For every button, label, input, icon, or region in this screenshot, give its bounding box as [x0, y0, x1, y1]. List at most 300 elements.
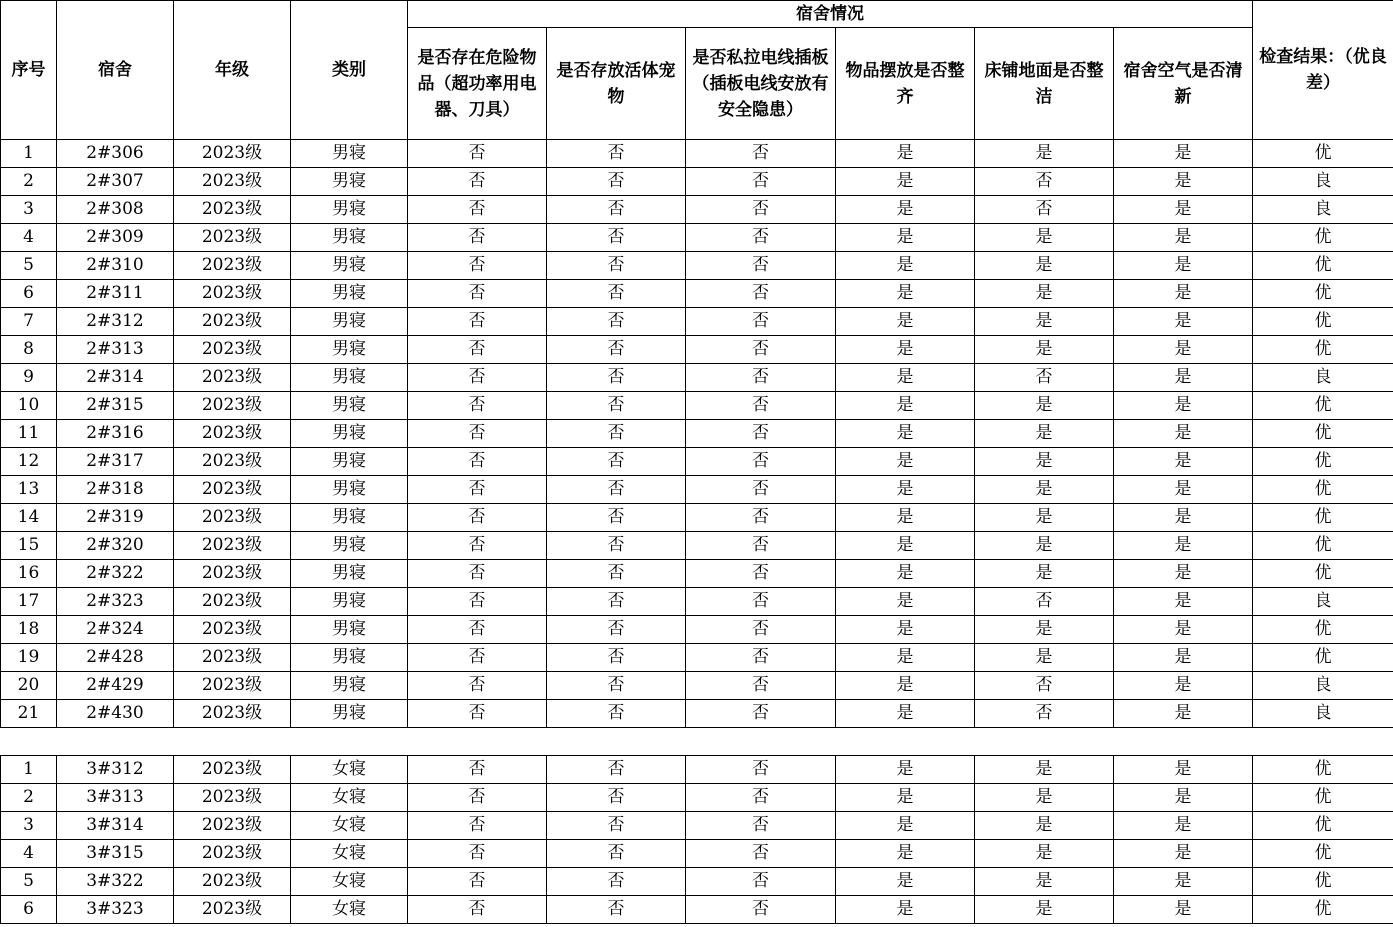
cell-wires: 否 [686, 308, 836, 336]
cell-grade: 2023级 [174, 672, 291, 700]
cell-type: 男寝 [291, 672, 408, 700]
cell-dorm: 2#308 [57, 196, 174, 224]
cell-type: 男寝 [291, 560, 408, 588]
cell-grade: 2023级 [174, 448, 291, 476]
cell-tidy: 是 [836, 420, 975, 448]
cell-wires: 否 [686, 196, 836, 224]
cell-clean: 是 [975, 336, 1114, 364]
cell-wires: 否 [686, 560, 836, 588]
cell-grade: 2023级 [174, 308, 291, 336]
cell-danger: 否 [408, 364, 547, 392]
cell-air: 是 [1114, 420, 1253, 448]
table-row [1, 560, 1393, 588]
cell-dorm: 3#313 [57, 784, 174, 812]
cell-tidy: 是 [836, 616, 975, 644]
cell-type: 男寝 [291, 224, 408, 252]
cell-type: 女寝 [291, 784, 408, 812]
cell-clean: 是 [975, 504, 1114, 532]
cell-seq: 6 [1, 896, 57, 924]
cell-dorm: 2#315 [57, 392, 174, 420]
header-seq: 序号 [1, 1, 57, 140]
cell-wires: 否 [686, 868, 836, 896]
cell-danger: 否 [408, 140, 547, 168]
cell-air: 是 [1114, 812, 1253, 840]
cell-danger: 否 [408, 504, 547, 532]
cell-pets: 否 [547, 196, 686, 224]
cell-wires: 否 [686, 784, 836, 812]
cell-wires: 否 [686, 896, 836, 924]
cell-seq: 10 [1, 392, 57, 420]
table-row [1, 812, 1393, 840]
cell-air: 是 [1114, 196, 1253, 224]
cell-grade: 2023级 [174, 896, 291, 924]
cell-pets: 否 [547, 476, 686, 504]
table-row [1, 784, 1393, 812]
cell-grade: 2023级 [174, 224, 291, 252]
cell-tidy: 是 [836, 840, 975, 868]
cell-seq: 3 [1, 196, 57, 224]
cell-tidy: 是 [836, 168, 975, 196]
cell-air: 是 [1114, 700, 1253, 728]
cell-clean: 是 [975, 476, 1114, 504]
cell-seq: 8 [1, 336, 57, 364]
cell-grade: 2023级 [174, 280, 291, 308]
cell-air: 是 [1114, 448, 1253, 476]
cell-type: 男寝 [291, 532, 408, 560]
cell-tidy: 是 [836, 448, 975, 476]
cell-clean: 否 [975, 196, 1114, 224]
table-row [1, 448, 1393, 476]
cell-seq: 1 [1, 756, 57, 784]
cell-air: 是 [1114, 476, 1253, 504]
cell-clean: 是 [975, 784, 1114, 812]
cell-clean: 是 [975, 140, 1114, 168]
cell-air: 是 [1114, 252, 1253, 280]
cell-tidy: 是 [836, 672, 975, 700]
cell-tidy: 是 [836, 644, 975, 672]
cell-seq: 12 [1, 448, 57, 476]
cell-grade: 2023级 [174, 140, 291, 168]
cell-seq: 2 [1, 168, 57, 196]
cell-danger: 否 [408, 280, 547, 308]
cell-danger: 否 [408, 868, 547, 896]
cell-seq: 4 [1, 224, 57, 252]
cell-result: 优 [1253, 336, 1393, 364]
cell-type: 男寝 [291, 700, 408, 728]
cell-danger: 否 [408, 196, 547, 224]
cell-seq: 13 [1, 476, 57, 504]
cell-clean: 是 [975, 868, 1114, 896]
cell-type: 女寝 [291, 868, 408, 896]
table-row [1, 700, 1393, 728]
cell-clean: 是 [975, 560, 1114, 588]
cell-air: 是 [1114, 168, 1253, 196]
cell-type: 男寝 [291, 308, 408, 336]
cell-grade: 2023级 [174, 644, 291, 672]
cell-result: 优 [1253, 616, 1393, 644]
cell-type: 男寝 [291, 336, 408, 364]
cell-result: 优 [1253, 420, 1393, 448]
cell-tidy: 是 [836, 756, 975, 784]
cell-dorm: 2#310 [57, 252, 174, 280]
cell-danger: 否 [408, 420, 547, 448]
cell-pets: 否 [547, 420, 686, 448]
cell-danger: 否 [408, 560, 547, 588]
table-row [1, 364, 1393, 392]
cell-seq: 14 [1, 504, 57, 532]
cell-pets: 否 [547, 168, 686, 196]
cell-type: 男寝 [291, 504, 408, 532]
cell-air: 是 [1114, 840, 1253, 868]
cell-seq: 4 [1, 840, 57, 868]
table-row [1, 140, 1393, 168]
table-row [1, 756, 1393, 784]
cell-tidy: 是 [836, 308, 975, 336]
cell-wires: 否 [686, 504, 836, 532]
cell-result: 优 [1253, 756, 1393, 784]
cell-air: 是 [1114, 644, 1253, 672]
cell-dorm: 2#322 [57, 560, 174, 588]
cell-air: 是 [1114, 224, 1253, 252]
cell-air: 是 [1114, 392, 1253, 420]
table-row [1, 588, 1393, 616]
table-row [1, 504, 1393, 532]
header-dorm: 宿舍 [57, 1, 174, 140]
cell-seq: 21 [1, 700, 57, 728]
cell-danger: 否 [408, 784, 547, 812]
cell-clean: 是 [975, 420, 1114, 448]
cell-tidy: 是 [836, 588, 975, 616]
cell-air: 是 [1114, 140, 1253, 168]
blank-row [1, 728, 1393, 756]
cell-tidy: 是 [836, 392, 975, 420]
cell-grade: 2023级 [174, 476, 291, 504]
table-row [1, 644, 1393, 672]
cell-tidy: 是 [836, 476, 975, 504]
cell-result: 优 [1253, 560, 1393, 588]
cell-tidy: 是 [836, 868, 975, 896]
cell-dorm: 2#430 [57, 700, 174, 728]
cell-grade: 2023级 [174, 560, 291, 588]
table-row [1, 252, 1393, 280]
cell-pets: 否 [547, 560, 686, 588]
cell-seq: 7 [1, 308, 57, 336]
cell-wires: 否 [686, 168, 836, 196]
cell-pets: 否 [547, 504, 686, 532]
cell-air: 是 [1114, 672, 1253, 700]
cell-dorm: 3#323 [57, 896, 174, 924]
cell-air: 是 [1114, 896, 1253, 924]
cell-tidy: 是 [836, 224, 975, 252]
cell-wires: 否 [686, 672, 836, 700]
cell-seq: 19 [1, 644, 57, 672]
cell-dorm: 2#306 [57, 140, 174, 168]
cell-clean: 是 [975, 896, 1114, 924]
cell-wires: 否 [686, 280, 836, 308]
cell-seq: 6 [1, 280, 57, 308]
cell-result: 良 [1253, 700, 1393, 728]
cell-pets: 否 [547, 588, 686, 616]
cell-pets: 否 [547, 672, 686, 700]
cell-tidy: 是 [836, 784, 975, 812]
cell-seq: 18 [1, 616, 57, 644]
cell-pets: 否 [547, 252, 686, 280]
cell-type: 男寝 [291, 420, 408, 448]
table-row [1, 280, 1393, 308]
cell-type: 男寝 [291, 588, 408, 616]
cell-wires: 否 [686, 700, 836, 728]
cell-dorm: 2#323 [57, 588, 174, 616]
cell-tidy: 是 [836, 336, 975, 364]
cell-dorm: 2#319 [57, 504, 174, 532]
table-row [1, 672, 1393, 700]
cell-result: 优 [1253, 448, 1393, 476]
cell-clean: 是 [975, 224, 1114, 252]
cell-type: 男寝 [291, 616, 408, 644]
cell-danger: 否 [408, 756, 547, 784]
cell-pets: 否 [547, 896, 686, 924]
header-pets: 是否存放活体宠物 [547, 28, 686, 140]
cell-danger: 否 [408, 168, 547, 196]
cell-seq: 16 [1, 560, 57, 588]
cell-pets: 否 [547, 364, 686, 392]
cell-dorm: 2#311 [57, 280, 174, 308]
cell-clean: 是 [975, 840, 1114, 868]
cell-danger: 否 [408, 896, 547, 924]
cell-pets: 否 [547, 448, 686, 476]
cell-result: 优 [1253, 840, 1393, 868]
cell-tidy: 是 [836, 364, 975, 392]
cell-result: 良 [1253, 364, 1393, 392]
cell-result: 优 [1253, 532, 1393, 560]
cell-pets: 否 [547, 700, 686, 728]
cell-type: 男寝 [291, 476, 408, 504]
cell-tidy: 是 [836, 196, 975, 224]
cell-clean: 否 [975, 700, 1114, 728]
cell-danger: 否 [408, 812, 547, 840]
cell-air: 是 [1114, 336, 1253, 364]
cell-result: 优 [1253, 392, 1393, 420]
cell-air: 是 [1114, 308, 1253, 336]
cell-grade: 2023级 [174, 364, 291, 392]
table-row [1, 336, 1393, 364]
cell-pets: 否 [547, 756, 686, 784]
cell-type: 女寝 [291, 840, 408, 868]
section-gap [1, 728, 1393, 756]
cell-danger: 否 [408, 616, 547, 644]
cell-grade: 2023级 [174, 336, 291, 364]
table-row [1, 868, 1393, 896]
cell-dorm: 2#318 [57, 476, 174, 504]
cell-pets: 否 [547, 224, 686, 252]
cell-type: 男寝 [291, 392, 408, 420]
cell-grade: 2023级 [174, 504, 291, 532]
header-wires: 是否私拉电线插板 （插板电线安放有安全隐患） [686, 28, 836, 140]
cell-result: 优 [1253, 140, 1393, 168]
cell-danger: 否 [408, 532, 547, 560]
cell-dorm: 3#314 [57, 812, 174, 840]
cell-result: 优 [1253, 812, 1393, 840]
cell-clean: 是 [975, 252, 1114, 280]
cell-type: 男寝 [291, 280, 408, 308]
cell-wires: 否 [686, 644, 836, 672]
cell-tidy: 是 [836, 560, 975, 588]
table-row [1, 224, 1393, 252]
cell-wires: 否 [686, 336, 836, 364]
cell-grade: 2023级 [174, 616, 291, 644]
cell-wires: 否 [686, 840, 836, 868]
cell-pets: 否 [547, 868, 686, 896]
cell-danger: 否 [408, 252, 547, 280]
cell-pets: 否 [547, 392, 686, 420]
cell-result: 良 [1253, 588, 1393, 616]
cell-tidy: 是 [836, 280, 975, 308]
cell-danger: 否 [408, 672, 547, 700]
table-row [1, 896, 1393, 924]
cell-tidy: 是 [836, 252, 975, 280]
cell-wires: 否 [686, 420, 836, 448]
cell-danger: 否 [408, 308, 547, 336]
cell-dorm: 2#313 [57, 336, 174, 364]
cell-tidy: 是 [836, 896, 975, 924]
cell-seq: 1 [1, 140, 57, 168]
table-row [1, 532, 1393, 560]
cell-result: 优 [1253, 476, 1393, 504]
cell-clean: 是 [975, 616, 1114, 644]
table-row [1, 196, 1393, 224]
cell-pets: 否 [547, 616, 686, 644]
header-clean: 床铺地面是否整洁 [975, 28, 1114, 140]
cell-grade: 2023级 [174, 868, 291, 896]
table-row [1, 616, 1393, 644]
cell-tidy: 是 [836, 700, 975, 728]
header-group-dorm-status: 宿舍情况 [408, 1, 1253, 28]
cell-danger: 否 [408, 336, 547, 364]
cell-result: 优 [1253, 868, 1393, 896]
cell-pets: 否 [547, 308, 686, 336]
cell-air: 是 [1114, 588, 1253, 616]
cell-air: 是 [1114, 868, 1253, 896]
cell-wires: 否 [686, 392, 836, 420]
cell-wires: 否 [686, 252, 836, 280]
cell-type: 男寝 [291, 196, 408, 224]
cell-tidy: 是 [836, 504, 975, 532]
cell-air: 是 [1114, 616, 1253, 644]
cell-dorm: 2#428 [57, 644, 174, 672]
cell-air: 是 [1114, 280, 1253, 308]
header-grade: 年级 [174, 1, 291, 140]
cell-clean: 是 [975, 756, 1114, 784]
cell-dorm: 2#316 [57, 420, 174, 448]
cell-wires: 否 [686, 588, 836, 616]
female-rows [1, 756, 1393, 924]
cell-clean: 否 [975, 168, 1114, 196]
cell-air: 是 [1114, 560, 1253, 588]
cell-tidy: 是 [836, 812, 975, 840]
table-row [1, 420, 1393, 448]
cell-clean: 是 [975, 280, 1114, 308]
cell-grade: 2023级 [174, 420, 291, 448]
header-type: 类别 [291, 1, 408, 140]
male-rows [1, 140, 1393, 728]
cell-air: 是 [1114, 504, 1253, 532]
cell-dorm: 2#307 [57, 168, 174, 196]
cell-grade: 2023级 [174, 700, 291, 728]
cell-pets: 否 [547, 812, 686, 840]
cell-clean: 是 [975, 812, 1114, 840]
cell-dorm: 2#317 [57, 448, 174, 476]
cell-wires: 否 [686, 812, 836, 840]
cell-result: 优 [1253, 280, 1393, 308]
cell-pets: 否 [547, 784, 686, 812]
cell-air: 是 [1114, 784, 1253, 812]
cell-wires: 否 [686, 616, 836, 644]
cell-dorm: 2#429 [57, 672, 174, 700]
cell-grade: 2023级 [174, 532, 291, 560]
cell-type: 女寝 [291, 812, 408, 840]
cell-result: 优 [1253, 252, 1393, 280]
cell-result: 优 [1253, 784, 1393, 812]
cell-tidy: 是 [836, 532, 975, 560]
cell-danger: 否 [408, 840, 547, 868]
cell-dorm: 2#324 [57, 616, 174, 644]
cell-result: 良 [1253, 672, 1393, 700]
cell-seq: 3 [1, 812, 57, 840]
cell-type: 男寝 [291, 448, 408, 476]
header-air: 宿舍空气是否清新 [1114, 28, 1253, 140]
cell-seq: 9 [1, 364, 57, 392]
cell-seq: 5 [1, 868, 57, 896]
table-row [1, 308, 1393, 336]
cell-wires: 否 [686, 364, 836, 392]
cell-danger: 否 [408, 448, 547, 476]
cell-clean: 是 [975, 644, 1114, 672]
cell-wires: 否 [686, 448, 836, 476]
cell-result: 优 [1253, 644, 1393, 672]
cell-result: 良 [1253, 168, 1393, 196]
cell-air: 是 [1114, 364, 1253, 392]
cell-grade: 2023级 [174, 168, 291, 196]
cell-dorm: 3#322 [57, 868, 174, 896]
cell-result: 优 [1253, 224, 1393, 252]
header-tidy: 物品摆放是否整齐 [836, 28, 975, 140]
cell-wires: 否 [686, 476, 836, 504]
cell-air: 是 [1114, 532, 1253, 560]
cell-clean: 否 [975, 364, 1114, 392]
cell-seq: 5 [1, 252, 57, 280]
cell-danger: 否 [408, 392, 547, 420]
cell-pets: 否 [547, 280, 686, 308]
cell-wires: 否 [686, 224, 836, 252]
cell-seq: 2 [1, 784, 57, 812]
cell-grade: 2023级 [174, 756, 291, 784]
cell-dorm: 2#320 [57, 532, 174, 560]
cell-seq: 11 [1, 420, 57, 448]
header-result: 检查结果：（优良差） [1253, 1, 1393, 140]
cell-danger: 否 [408, 476, 547, 504]
table-row [1, 840, 1393, 868]
cell-type: 男寝 [291, 252, 408, 280]
cell-result: 优 [1253, 308, 1393, 336]
cell-type: 女寝 [291, 896, 408, 924]
cell-clean: 否 [975, 672, 1114, 700]
cell-seq: 17 [1, 588, 57, 616]
cell-grade: 2023级 [174, 812, 291, 840]
cell-dorm: 3#312 [57, 756, 174, 784]
cell-clean: 是 [975, 532, 1114, 560]
cell-pets: 否 [547, 336, 686, 364]
cell-pets: 否 [547, 644, 686, 672]
